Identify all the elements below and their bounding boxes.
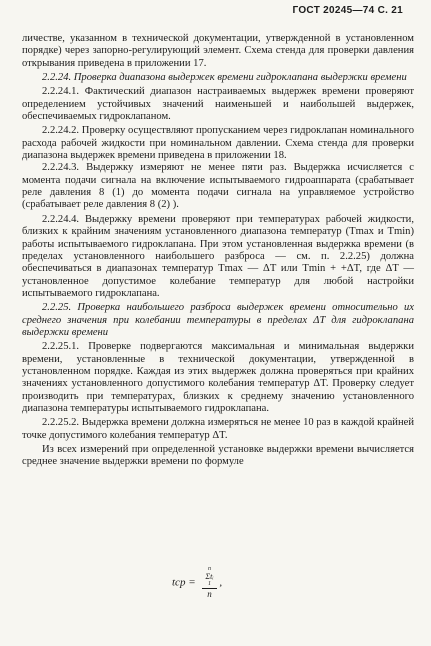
formula-lhs: tср <box>172 576 186 589</box>
document-body <box>22 33 414 469</box>
paragraph: 2.2.24.1. Фактический диапазон настраиваемых выдержек времени проверяют определением устойчивых значений наименьшей и наибольшей выдержек, обеспечиваемых гидроклапаном. <box>22 86 414 123</box>
paragraph: 2.2.24.4. Выдержку времени проверяют при температурах рабочей жидкости, близких к крайним значениям установленного диапазона температур (Tmax и Tmin) работы испытываемого гидроклапана. При этом установленная выдержка времени (в пределах установленного наибольшего разброса — см. п. 2.2.25) должна обеспечиваться в диапазонах температур Tmax — ΔT или Tmin + +ΔT, где ΔT — установленное допустимое колебание температур для любой настройки испытываемого гидроклапана. <box>22 213 414 299</box>
formula-numerator <box>202 572 216 589</box>
formula-denominator: n <box>207 589 212 599</box>
paragraph: 2.2.24.2. Проверку осуществляют пропусканием через гидроклапан номинального расхода рабочей жидкости при номинальном давлении. Схема стенда для проверки диапазона выдержек времени приведена в приложении 18. <box>22 125 414 162</box>
formula-tail: , <box>219 576 223 589</box>
paragraph: 2.2.25.2. Выдержка времени должна измеряться не менее 10 раз в каждой крайней точке допустимого колебания температур ΔT. <box>22 417 414 441</box>
section-heading: 2.2.25. Проверка наибольшего разброса выдержек времени относительно их среднего значения при колебании температуры в пределах ΔT для гидроклапана выдержки времени <box>22 302 414 338</box>
sum-upper-limit: n <box>208 566 212 572</box>
paragraph: 2.2.24.3. Выдержку измеряют не менее пяти раз. Выдержка исчисляется с момента подачи сигнала на включение испытываемого гидроаппарата (срабатывает реле давления 8 (1) до момента подачи сигнала на управляемое устройство (срабатывает реле давления 8 (2) ). <box>22 162 414 211</box>
paragraph: 2.2.25.1. Проверке подвергаются максимальная и минимальная выдержки времени, установленные в технической документации, утвержденной в установленном порядке. Каждая из этих выдержек должна проверяться при крайних значениях установленного допустимого колебания температур ΔT. Проверку следует производить при температурах, близких к среднему значению установленного диапазона температуры испытываемого гидроклапана. <box>22 341 414 414</box>
paragraph: личестве, указанном в технической документации, утвержденной в установленном порядке) через запорно-регулирующий элемент. Схема стенда для проверки давления открывания приведена в приложении 17. <box>22 33 414 69</box>
average-formula <box>172 566 222 600</box>
page-header: ГОСТ 20245—74 С. 21 <box>292 5 403 16</box>
formula-fraction <box>202 566 216 600</box>
sum-lower-limit: 1 <box>208 581 212 587</box>
paragraph: Из всех измерений при определенной установке выдержки времени вычисляется среднее значение выдержки времени по формуле <box>22 444 414 468</box>
section-heading: 2.2.24. Проверка диапазона выдержек времени гидроклапана выдержки времени <box>42 72 407 84</box>
formula-equals: = <box>188 576 196 589</box>
sum-term: Σtᵢ <box>205 572 214 581</box>
